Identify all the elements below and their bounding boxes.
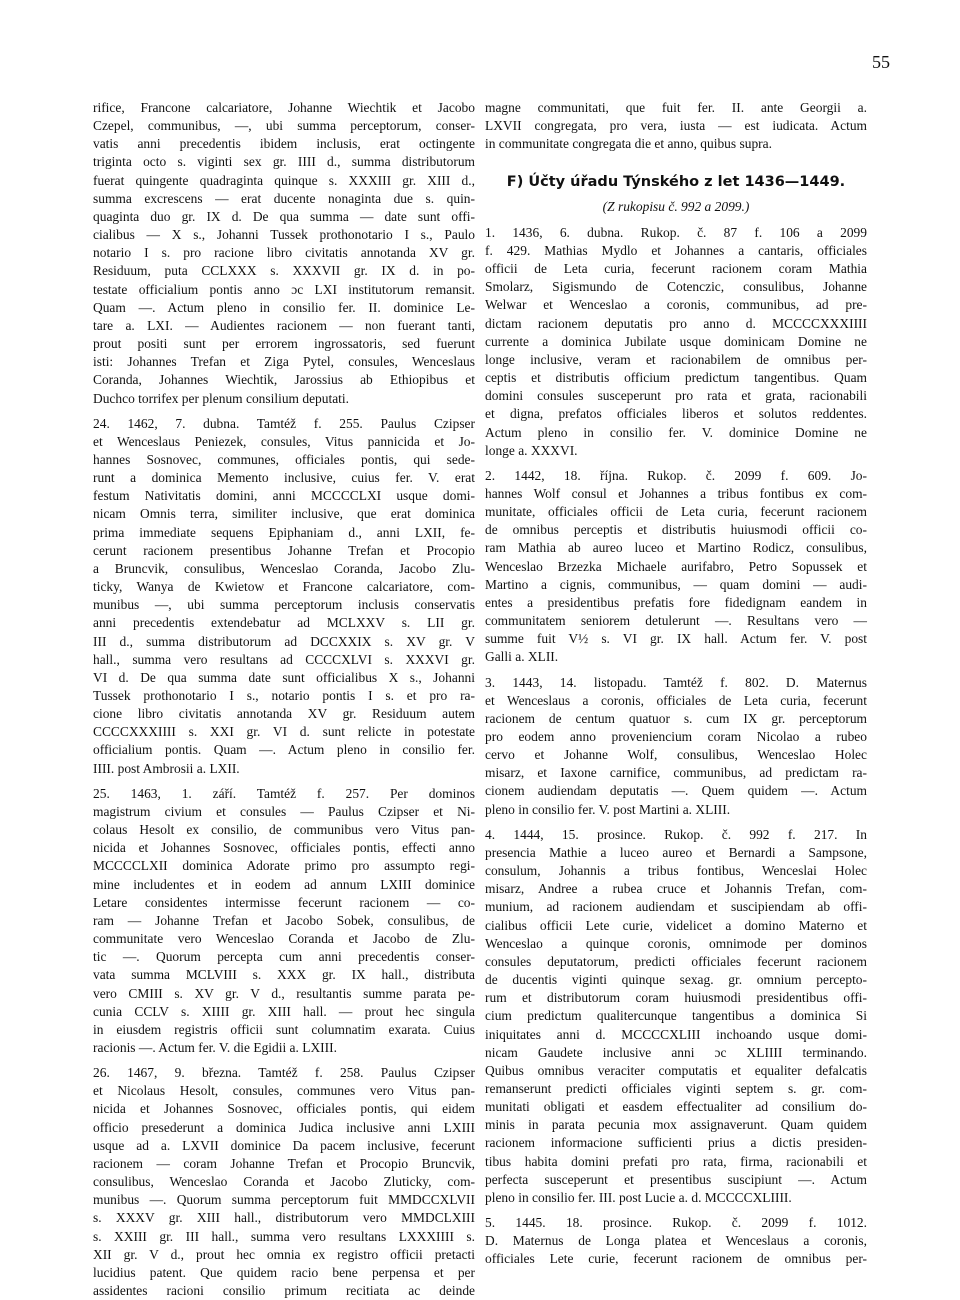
text-line: misarz, et Iaxone carnifice, communibus, ad predictam ra-	[485, 765, 867, 781]
text-line: ram — Johanne Trefan et Jacobo Sobek, consulibus, de	[93, 912, 475, 928]
text-line: 25. 1463, 1. září. Tamtéž f. 257. Per dominos	[93, 785, 475, 801]
text-line: et Wenceslaus Peniezek, consules, Vitus pannicida et Jo-	[93, 433, 475, 449]
text-line: munibus —, ubi summa perceptorum inclusis conservatis	[93, 597, 475, 613]
text-line: a Bruncvik, consulibus, Wenceslao Coranda, Jacobo Zlu-	[93, 560, 475, 576]
right-column-entries	[485, 224, 867, 1269]
text-line: Letare considentes intermisse fecerunt racionem — co-	[93, 894, 475, 910]
text-line: racionem de centum quatuor s. cum IX gr. perceptorum	[485, 710, 867, 726]
text-line: et Nicolaus Hesolt, consules, communes vero Vitus pan-	[93, 1083, 475, 1099]
paragraph-gap	[485, 667, 867, 674]
text-line: 1. 1436, 6. dubna. Rukop. č. 87 f. 106 a 2099	[485, 224, 867, 240]
text-line: pleno in consilio fer. V. post Martini a. XLIII.	[485, 801, 731, 817]
text-line: LXVII congregata, pro vera, iusta — est iudicata. Actum	[485, 118, 867, 134]
text-line: dictam racionem deputatis pro anno d. MCCCCXXXIIII	[485, 315, 867, 331]
text-line: triginta octo s. viginti sex gr. IIII d., summa distributorum	[93, 154, 475, 170]
text-line: cionem audiendam deputatis —. Quem quidem —. Actum	[485, 783, 867, 799]
text-line: cunia CCLV s. XIIII gr. XIII hall. — prout hec singula	[93, 1003, 475, 1019]
paragraph-gap	[93, 408, 475, 415]
text-line: colaus Hesolt ex consilio, de communibus vero Vitus pan-	[93, 822, 475, 838]
section-source: (Z rukopisu č. 992 a 2099.)	[602, 198, 750, 214]
paragraph-gap	[485, 460, 867, 467]
text-line: VI d. De qua summa date sunt officialibus X s., Johanni	[93, 669, 475, 685]
text-line: quaginta duo gr. IX d. De qua summa — date sunt offi-	[93, 208, 475, 224]
text-line: consulum, Johannis a tribus fontibus, Wenceslai Holec	[485, 863, 867, 879]
text-line: 24. 1462, 7. dubna. Tamtéž f. 255. Paulus Czipser	[93, 415, 475, 431]
text-line: vata summa MCLVIII s. XXX gr. IX hall., distributa	[93, 967, 475, 983]
text-line: communitatem seniorem detulerunt —. Resultans vero —	[485, 613, 867, 629]
text-line: in communitate congregata die et anno, quibus supra.	[485, 136, 772, 152]
text-line: cialibus — X s., Johanni Tussek prothonotario I s., Paulo	[93, 227, 475, 243]
text-line: officiales Lete curie, fecerunt racionem de omnibus per-	[485, 1251, 867, 1267]
text-line: racionem informacione sufficienti prius a dictis presiden-	[485, 1135, 867, 1151]
text-line: lucidius patent. Que quidem racio bene perpensa et per	[93, 1264, 475, 1280]
text-line: et Wenceslaus a coronis, officiales de Leta curia, fecerunt	[485, 692, 867, 708]
text-line: nicida et Johannes Sosnovec, officiales pontis, effecti anno	[93, 840, 475, 856]
text-line: Actum pleno in consilio fer. V. dominice Domine ne	[485, 424, 867, 440]
text-line: prima immediate sequens Epiphaniam d., anni LXII, fe-	[93, 524, 475, 540]
text-line: minis in parata pecunia mox assignaverunt. Quam quidem	[485, 1117, 867, 1133]
text-line: hannes Wolf consul et Johannes a tribus fontibus ex com-	[485, 485, 867, 501]
text-line: communitate vero Wenceslao Coranda et Jacobo de Zlu-	[93, 931, 475, 947]
text-line: nicida et Johannes Sosnovec, officiales pontis, qui eidem	[93, 1101, 475, 1117]
text-line: munitati obligati et easdem effectualiter ad consilium do-	[485, 1099, 867, 1115]
text-line: notario I s. pro racione libro civitatis annotanda XV gr.	[93, 245, 475, 261]
left-column	[93, 99, 475, 1300]
section-heading: F) Účty úřadu Týnského z let 1436—1449.	[506, 174, 846, 191]
text-line: remanserunt predicti officiales viginti septem s. gr. com-	[485, 1080, 867, 1096]
text-line: prout positi sunt per errorem ingrossatoris, sed fuerunt	[93, 336, 475, 352]
text-line: racionem — coram Johanne Trefan et Procopio Bruncvik,	[93, 1155, 475, 1171]
text-line: Tussek prothonotario I s., notario pontis I s. et pro ra-	[93, 688, 475, 703]
text-line: usque ad a. LXVII dominice Da pacem inclusive, fecerunt	[93, 1137, 475, 1153]
text-line: longe inclusive, veram et racionabilem de omnibus per-	[485, 351, 867, 367]
text-line: et digna, prefatos officiales liberos et solutos reddentes.	[485, 406, 867, 422]
text-line: ceptis et distributis officium predictum tangentibus. Quam	[485, 370, 867, 386]
text-line: IIII. post Ambrosii a. LXII.	[93, 760, 240, 776]
text-line: nicam Omnis terra, similiter inclusive, que erat dominica	[93, 506, 475, 522]
text-line: presencia Mathie a luceo aureo et Bernardi a Sampsone,	[485, 844, 867, 860]
text-line: 5. 1445. 18. prosince. Rukop. č. 2099 f. 1012.	[485, 1215, 867, 1231]
text-line: Martino a cignis, communibus, — quam domini — audi-	[485, 576, 867, 592]
text-line: officialium pontis. Quam —. Actum pleno in consilio fer.	[93, 742, 475, 758]
paragraph-gap	[485, 819, 867, 826]
paragraph-gap	[93, 1057, 475, 1064]
text-line: 26. 1467, 9. března. Tamtéž f. 258. Paulus Czipser	[93, 1065, 475, 1081]
text-line: Galli a. XLII.	[485, 649, 559, 665]
text-line: rifice, Francone calcariatore, Johanne Wiechtik et Jacobo	[93, 100, 475, 115]
text-line: 2. 1442, 18. října. Rukop. č. 2099 f. 609. Jo-	[485, 467, 867, 483]
text-line: tibus habita domini prefati pro rata, firma, racionabili et	[485, 1153, 867, 1169]
right-column-continuation	[485, 99, 867, 153]
text-line: perfecta susceperunt et presentibus suscipiunt —. Actum	[485, 1171, 867, 1187]
text-line: in eiusdem registris officii sunt columnatim exarata. Cuius	[93, 1021, 475, 1037]
text-line: festum Nativitatis domini, anni MCCCCLXI usque domi-	[93, 488, 475, 504]
text-line: magne communitati, que fuit fer. II. ante Georgii a.	[485, 100, 867, 115]
text-line: entes a presidentibus prefatis fore fidedignam eandem in	[485, 594, 867, 610]
text-line: Smolarz, Sigismundo de Cotenczic, consulibus, Johanne	[485, 279, 867, 295]
text-line: cervo et Johanne Wolf, consulibus, Wenceslao Holec	[485, 747, 867, 763]
text-line: XII gr. V d., prout hec omnia ex registro officii pretacti	[93, 1246, 475, 1262]
text-line: Quam —. Actum pleno in consilio fer. II. dominice Le-	[93, 299, 475, 315]
text-line: fuerat quingente quadraginta quinque s. XXXIII gr. XIII d.,	[93, 172, 475, 188]
text-line: munibus —. Quorum summa perceptorum fuit MMDCCXLVII	[93, 1192, 475, 1208]
paragraph-gap	[485, 1207, 867, 1214]
text-line: nicam Gaudete inclusive anni ɔc XLIIII terminando.	[485, 1044, 867, 1060]
text-line: rum et distributorum coram huiusmodi presidentibus offi-	[485, 990, 867, 1006]
text-line: cialibus officii Lete curie, videlicet a domino Materno et	[485, 917, 867, 933]
text-line: Wenceslao a quinque coronis, omnimode per dominos	[485, 935, 867, 951]
text-line: officii de Leta curia, fecerunt racionem coram Mathia	[485, 261, 867, 277]
text-line: ram Mathia ab aureo luceo et Martino Rodicz, consulibus,	[485, 540, 867, 556]
page-number: 55	[872, 52, 890, 72]
text-line: hall., summa vero resultans ad CCCCXLVI s. XXXVI gr.	[93, 651, 475, 667]
text-line: Residuum, puta CCLXXX s. XXXVII gr. IX d. in po-	[93, 263, 475, 279]
text-line: summa excrescens — erat ducente nonaginta due s. quin-	[93, 190, 475, 206]
text-line: misarz, Andree a rubea cruce et Johannis Trefan, com-	[485, 881, 867, 897]
text-line: MCCCCLXII dominica Adorate primo pro assumpto regi-	[93, 858, 475, 874]
text-line: tic —. Quorum percepta cum anni precedentis conser-	[93, 949, 475, 965]
text-line: longe a. XXXVI.	[485, 442, 578, 458]
text-line: isti: Johannes Trefan et Ziga Pytel, consules, Wenceslaus	[93, 354, 475, 370]
text-line: pleno in consilio fer. III. post Lucie a. d. MCCCCXLIIII.	[485, 1189, 792, 1205]
text-line: domini consules susceperunt pro rata et grata, racionabili	[485, 388, 867, 404]
text-line: cione libro civitatis annotanda XV gr. Residuum autem	[93, 706, 475, 722]
text-line: summe fuit V½ s. VI gr. IX hall. Actum fer. V. post	[485, 631, 867, 647]
right-column	[485, 99, 867, 1269]
text-line: racionis —. Actum fer. V. die Egidii a. LXIII.	[93, 1039, 337, 1055]
text-line: f. 429. Mathias Mydlo et Johannes a cantaris, officiales	[485, 242, 867, 258]
text-line: tare a. LXI. — Audientes racionem — non fuerant tanti,	[93, 317, 475, 333]
text-line: officio presederunt a dominica Judica inclusive anni LXIII	[93, 1119, 475, 1135]
text-line: currente a dominica Jubilate usque dominicam Domine ne	[485, 333, 867, 349]
text-line: munium, ad racionem audiendam et suscipiendam ab offi-	[485, 899, 867, 915]
paragraph-gap	[93, 778, 475, 785]
text-line: Quibus omnibus veraciter computatis et equaliter defalcatis	[485, 1062, 867, 1078]
text-line: de omnibus perceptis et distributis huiusmodi officii co-	[485, 522, 867, 538]
text-line: D. Maternus de Longa platea et Wenceslaus a coronis,	[485, 1233, 867, 1249]
text-line: pro eodem anno proveniencium coram Nicolao a rubeo	[485, 729, 867, 744]
text-line: s. XXXV gr. XIII hall., distributorum vero MMDCLXIII	[93, 1210, 475, 1226]
text-line: 3. 1443, 14. listopadu. Tamtéž f. 802. D. Maternus	[485, 674, 867, 690]
text-line: Coranda, Johannes Wiechtik, Jarossius ab Ethiopibus et	[93, 372, 475, 388]
text-line: consules deputatorum, predicti officiales fecerunt racionem	[485, 953, 867, 969]
text-line: magistrum civium et consules — Paulus Czipser et Ni-	[93, 803, 475, 819]
text-line: CCCCXXXIIII s. XXI gr. VI d. sunt relicte in potestate	[93, 724, 475, 740]
text-line: cerunt racionem presentibus Johanne Trefan et Procopio	[93, 542, 475, 558]
text-line: mine includentes et in eodem ad annum LXIII dominice	[93, 876, 475, 892]
text-line: s. XXIII gr. III hall., summa vero resultans LXXXIIII s.	[93, 1228, 475, 1244]
text-line: assidentes racioni consilio primum recitiata ac deinde	[93, 1283, 475, 1298]
text-line: vero CMIII s. XV gr. V d., resultantis summe parata pe-	[93, 985, 475, 1001]
text-line: iniquitates anni d. MCCCCXLIII inchoando usque domi-	[485, 1026, 867, 1042]
text-line: anni precedentis extendebatur ad MCLXXV s. LII gr.	[93, 615, 475, 631]
text-line: testate officialium pontis anno ɔc LXI institutorum remansit.	[93, 281, 475, 297]
text-line: Czepel, communibus, —, ubi summa perceptorum, conser-	[93, 118, 475, 134]
text-line: III d., summa distributorum ad DCCXXIX s. XV gr. V	[93, 633, 475, 649]
text-line: consulibus, Wenceslao Coranda et Jacobo Zluticky, com-	[93, 1174, 475, 1190]
text-line: 4. 1444, 15. prosince. Rukop. č. 992 f. 217. In	[485, 826, 867, 842]
text-line: Welwar et Wenceslao a coronis, communibus, ad pre-	[485, 297, 867, 313]
text-line: cium predictum qualitercunque tangentibus a dominica Si	[485, 1008, 867, 1024]
text-line: Wenceslao Brzezka Michaele aurifabro, Petro Sopussek et	[485, 558, 867, 574]
text-line: de ducentis viginti quinque sexag. gr. omnium percepto-	[485, 972, 867, 988]
text-line: hannes Sosnovec, communes, officiales pontis, qui sede-	[93, 451, 475, 467]
text-line: vatis anni precedentis ibidem inclusis, erat octingente	[93, 136, 475, 152]
text-line: munitate, officiales officii de Leta curia, fecerunt racionem	[485, 504, 867, 520]
text-line: Duchco torrifex per plenum consilium deputati.	[93, 390, 349, 406]
text-line: ticky, Wanya de Kwietow et Francone calcariatore, com-	[93, 579, 475, 595]
text-line: runt a dominica Memento inclusive, cuius fer. V. erat	[93, 470, 475, 486]
